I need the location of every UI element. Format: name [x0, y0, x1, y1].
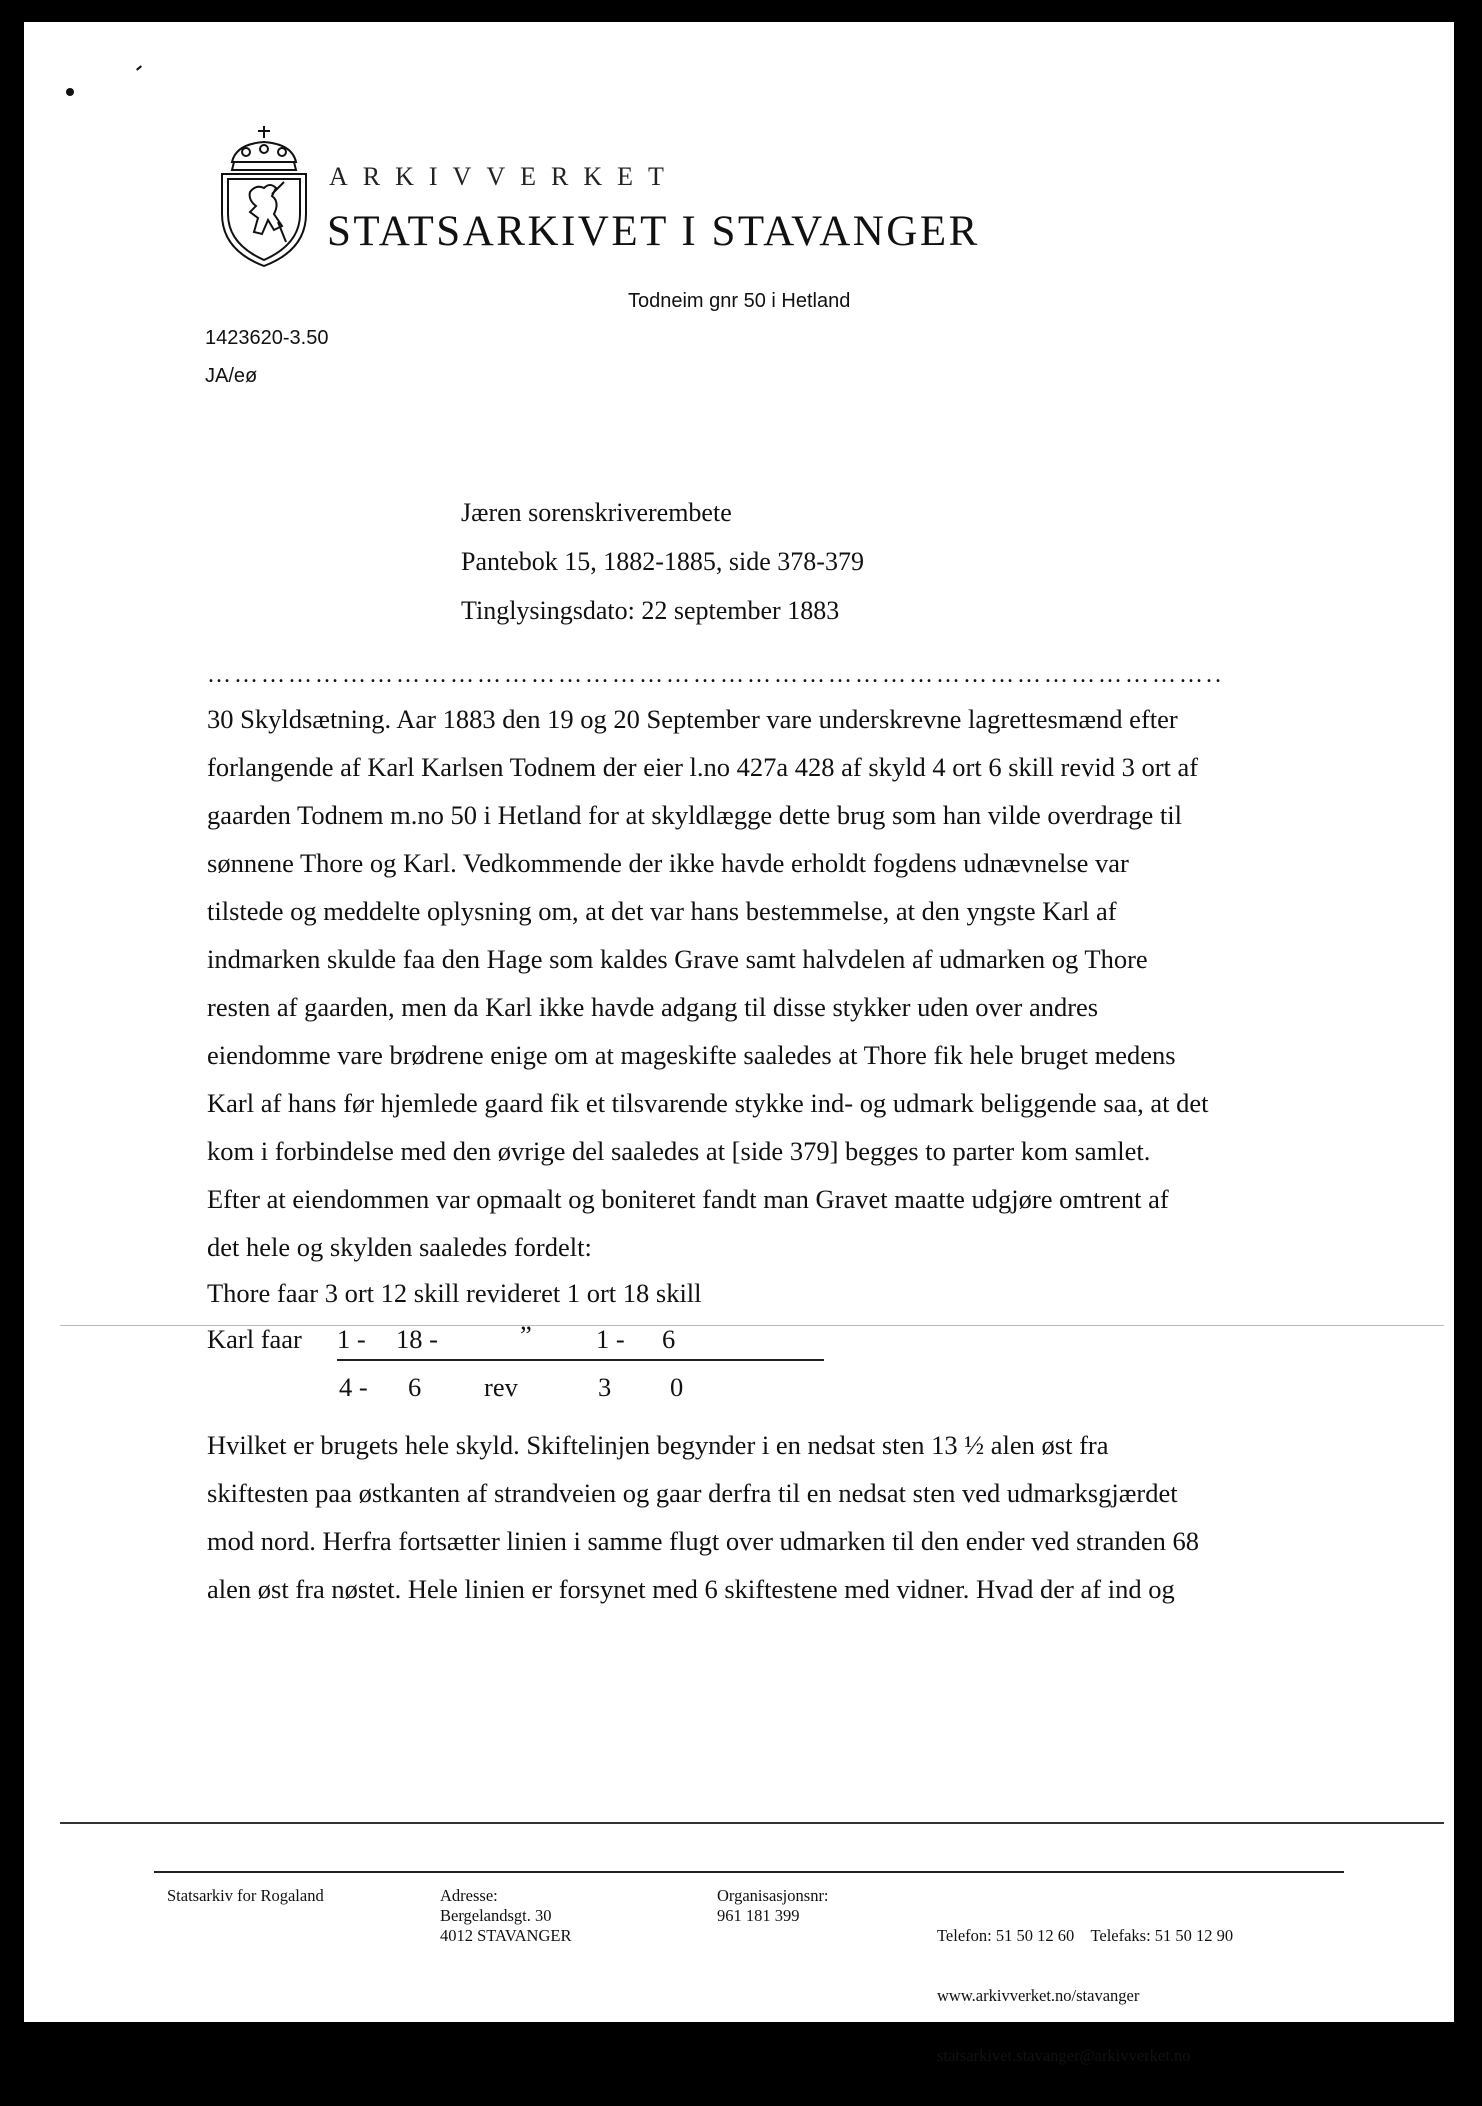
- karl-row-value-2: 18 -: [396, 1324, 438, 1354]
- source-office: Jæren sorenskriverembete: [461, 498, 732, 527]
- reference-number: 1423620-3.50: [205, 327, 329, 349]
- footer-address-label: Adresse:: [440, 1886, 498, 1905]
- body-line: resten af gaarden, men da Karl ikke havde adgang til disse stykker uden over andres: [207, 992, 1099, 1022]
- footer-divider-inner: [154, 1871, 1344, 1873]
- footer-col-institution: [167, 1886, 324, 1906]
- footer-phone-fax: Telefon: 51 50 12 60 Telefaks: 51 50 12 90: [937, 1926, 1234, 1945]
- source-book: Pantebok 15, 1882-1885, side 378-379: [461, 547, 864, 576]
- footer-address-street: Bergelandsgt. 30: [440, 1906, 552, 1925]
- stray-dot: [66, 88, 74, 96]
- total-row-value-4: 3: [598, 1372, 612, 1402]
- body-line: forlangende af Karl Karlsen Todnem der eier l.no 427a 428 af skyld 4 ort 6 skill revid 3 ort af: [207, 752, 1199, 782]
- footer-institution: Statsarkiv for Rogaland: [167, 1886, 324, 1905]
- karl-row-label: Karl faar: [207, 1324, 302, 1354]
- body-line: Hvilket er brugets hele skyld. Skiftelinjen begynder i en nedsat sten 13 ½ alen øst fra: [207, 1430, 1109, 1460]
- document-page: [24, 22, 1454, 2065]
- karl-row-value-5: 6: [662, 1324, 676, 1354]
- footer-org-number: 961 181 399: [717, 1906, 800, 1925]
- reference-initials: JA/eø: [205, 365, 258, 387]
- karl-row-value-4: 1 -: [596, 1324, 625, 1354]
- body-line: indmarken skulde faa den Hage som kaldes Grave samt halvdelen af udmarken og Thore: [207, 944, 1148, 974]
- body-line: gaarden Todnem m.no 50 i Hetland for at skyldlægge dette brug som han vilde overdrage til: [207, 800, 1182, 830]
- footer-divider: [60, 1822, 1444, 1824]
- karl-row-ditto: ”: [520, 1320, 532, 1350]
- karl-row-underline: [337, 1359, 824, 1361]
- norwegian-coat-of-arms-icon: [212, 122, 316, 270]
- footer-email-link[interactable]: statsarkivet.stavanger@arkivverket.no: [937, 2046, 1191, 2065]
- body-line: skiftesten paa østkanten af strandveien og gaar derfra til en nedsat sten ved udmarksgjærdet: [207, 1478, 1178, 1508]
- footer-website-link[interactable]: www.arkivverket.no/stavanger: [937, 1986, 1140, 2005]
- body-line: Efter at eiendommen var opmaalt og boniteret fandt man Gravet maatte udgjøre omtrent af: [207, 1184, 1169, 1214]
- body-line: det hele og skylden saaledes fordelt:: [207, 1232, 592, 1262]
- body-line: Karl af hans før hjemlede gaard fik et tilsvarende stykke ind- og udmark beliggende saa, at det: [207, 1088, 1209, 1118]
- footer-col-address: [440, 1886, 571, 1946]
- footer-org-label: Organisasjonsnr:: [717, 1886, 829, 1905]
- org-line-statsarkivet: STATSARKIVET I STAVANGER: [327, 208, 980, 255]
- total-row-value-2: 6: [408, 1372, 422, 1402]
- body-line: alen øst fra nøstet. Hele linien er forsynet med 6 skiftestene med vidner. Hvad der af ind og: [207, 1574, 1175, 1604]
- total-row-value-1: 4 -: [339, 1372, 368, 1402]
- source-date: Tinglysingsdato: 22 september 1883: [461, 596, 840, 625]
- footer-col-contact: [937, 1886, 1233, 2106]
- body-line: kom i forbindelse med den øvrige del saaledes at [side 379] begges to parter kom samlet.: [207, 1136, 1151, 1166]
- total-row-value-5: 0: [670, 1372, 684, 1402]
- footer-col-org: [717, 1886, 829, 1926]
- dotted-separator: …………………………………………………………………………………………………..: [207, 662, 1224, 688]
- document-subject: Todneim gnr 50 i Hetland: [628, 290, 851, 312]
- karl-row-value-1: 1 -: [337, 1324, 366, 1354]
- total-row-value-3: rev: [484, 1372, 518, 1402]
- body-line: tilstede og meddelte oplysning om, at det var hans bestemmelse, at den yngste Karl af: [207, 896, 1117, 926]
- org-line-arkivverket: ARKIVVERKET: [329, 162, 679, 191]
- body-line: mod nord. Herfra fortsætter linien i samme flugt over udmarken til den ender ved stranden 68: [207, 1526, 1199, 1556]
- body-line: eiendomme vare brødrene enige om at mageskifte saaledes at Thore fik hele bruget medens: [207, 1040, 1176, 1070]
- body-line: Thore faar 3 ort 12 skill revideret 1 ort 18 skill: [207, 1278, 702, 1308]
- body-line: sønnene Thore og Karl. Vedkommende der ikke havde erholdt fogdens udnævnelse var: [207, 848, 1129, 878]
- body-line: 30 Skyldsætning. Aar 1883 den 19 og 20 September vare underskrevne lagrettesmænd efter: [207, 704, 1178, 734]
- footer-address-city: 4012 STAVANGER: [440, 1926, 572, 1945]
- stray-mark: [136, 65, 142, 70]
